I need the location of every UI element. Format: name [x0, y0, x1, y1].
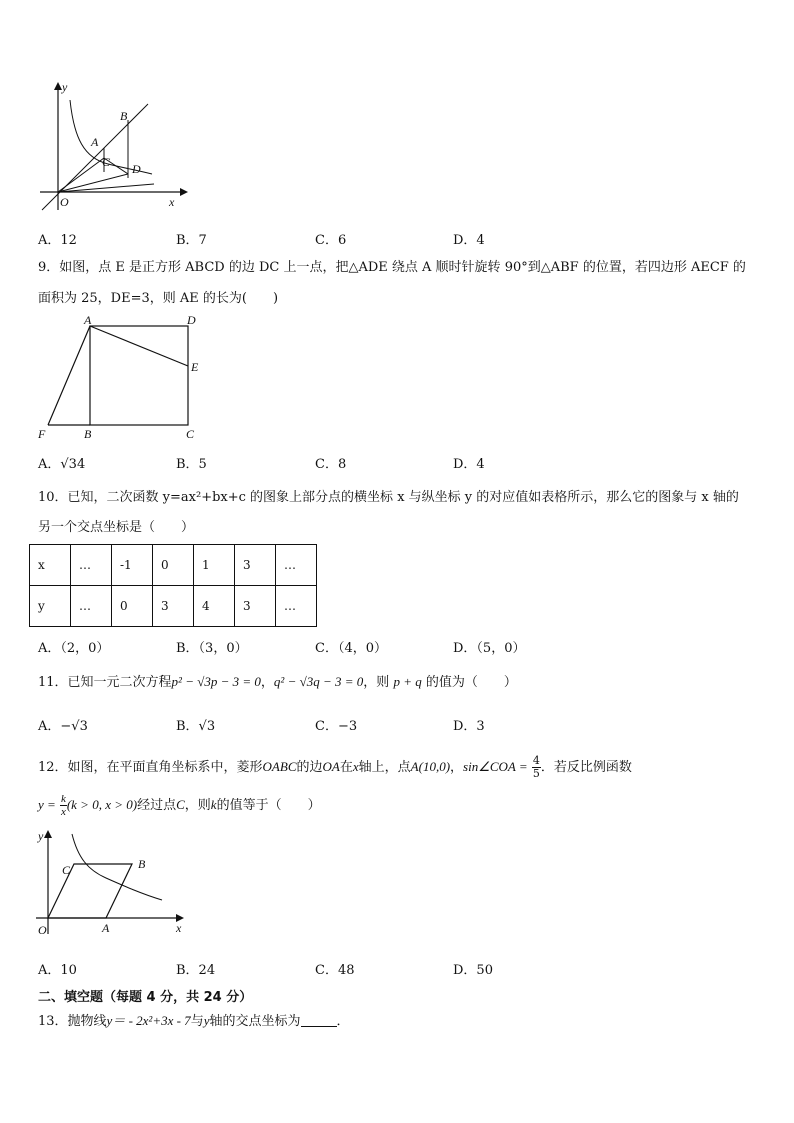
q8-option-d[interactable]: D．4 — [453, 233, 485, 248]
q12-point-a: A(10,0) — [410, 759, 451, 774]
q11-suffix: 的值为（ ） — [425, 675, 517, 690]
label-a: A — [91, 135, 99, 149]
q12-part: 12．如图，在平面直角坐标系中，菱形 — [38, 760, 263, 775]
q9-option-c[interactable]: C．8 — [315, 457, 347, 472]
q9-option-b[interactable]: B．5 — [176, 457, 207, 472]
square-abcd — [90, 326, 188, 425]
label-c: C — [102, 155, 111, 169]
q10-option-d[interactable]: D．（5，0） — [453, 641, 526, 656]
q10-option-a[interactable]: A．（2，0） — [38, 641, 110, 656]
table-cell: 0 — [153, 545, 194, 586]
q9-text-line1: 9．如图，点 E 是正方形 ABCD 的边 DC 上一点，把△ADE 绕点 A 顺时针旋转 90°到△ABF 的位置，若四边形 AECF 的 — [38, 260, 746, 275]
label-a: A — [102, 921, 110, 935]
q12-func-condition: (k > 0, x > 0) — [66, 797, 138, 812]
table-row — [30, 586, 317, 627]
q12-part: 的值等于（ ） — [216, 798, 321, 813]
hyperbola-curve — [72, 834, 162, 900]
label-d: D — [187, 313, 196, 327]
q12-option-b[interactable]: B．24 — [176, 963, 216, 978]
q11-option-c[interactable]: C．−3 — [315, 719, 358, 734]
label-y: y — [62, 80, 68, 94]
q12-text-line1 — [38, 755, 758, 780]
q13-answer-blank[interactable] — [301, 1013, 337, 1027]
q11-text — [38, 673, 758, 692]
q10-text-line1: 10．已知，二次函数 y=ax²+bx+c 的图象上部分点的横坐标 x 与纵坐标 y 的对应值如表格所示，那么它的图象与 x 轴的 — [38, 490, 739, 505]
table-cell: x — [30, 545, 71, 586]
x-axis-arrow-icon — [180, 188, 188, 196]
table-cell: 3 — [153, 586, 194, 627]
q12-part: 在 — [339, 760, 353, 775]
q11-option-d[interactable]: D．3 — [453, 719, 485, 734]
q13-mid: 与 — [190, 1014, 204, 1029]
table-cell: … — [276, 545, 317, 586]
q12-fraction — [532, 755, 541, 780]
label-b: B — [120, 109, 128, 123]
q12-func-y: y = — [38, 797, 56, 812]
fraction-numerator: k — [60, 793, 66, 805]
q12-figure — [34, 826, 194, 941]
q12-part: 轴上，点 — [358, 760, 411, 775]
q8-option-b[interactable]: B．7 — [176, 233, 207, 248]
fraction-denominator: 5 — [532, 767, 540, 780]
label-y: y — [38, 829, 44, 843]
q8-option-a[interactable]: A．12 — [38, 233, 77, 248]
q8-figure — [36, 78, 196, 213]
q11-equation-q: q² − √3q − 3 = 0 — [273, 674, 364, 689]
fraction-numerator: 4 — [532, 754, 540, 767]
table-cell: … — [71, 545, 112, 586]
q12-part: ， — [450, 760, 464, 775]
segment-af — [48, 326, 90, 425]
q10-option-b[interactable]: B．（3，0） — [176, 641, 248, 656]
label-f: F — [38, 427, 46, 441]
q12-option-a[interactable]: A．10 — [38, 963, 77, 978]
label-b: B — [84, 427, 92, 441]
table-cell: 3 — [235, 545, 276, 586]
q12-part: ．若反比例函数 — [540, 760, 632, 775]
q11-equation-p: p² − √3p − 3 = 0 — [171, 674, 261, 689]
q12-part: ，则 — [184, 798, 211, 813]
label-b: B — [138, 857, 146, 871]
fraction-denominator: x — [60, 806, 66, 818]
q12-k-var: k — [210, 797, 217, 812]
q11-mid: ，则 — [363, 675, 390, 690]
q9-figure — [34, 312, 209, 442]
table-cell: … — [71, 586, 112, 627]
y-axis-arrow-icon — [54, 82, 62, 90]
label-x: x — [169, 195, 175, 209]
table-cell: 3 — [235, 586, 276, 627]
label-x: x — [176, 921, 182, 935]
label-a: A — [84, 313, 92, 327]
segment-ae — [90, 326, 188, 366]
label-d: D — [132, 162, 141, 176]
q13-suffix: 轴的交点坐标为 — [209, 1014, 301, 1029]
q12-sin: sin∠COA = — [463, 759, 528, 774]
q12-point-c: C — [176, 797, 185, 812]
section-heading: 二、填空题（每题 4 分，共 24 分） — [38, 990, 253, 1005]
q12-option-c[interactable]: C．48 — [315, 963, 355, 978]
table-row — [30, 545, 317, 586]
q10-text-line2: 另一个交点坐标是（ ） — [38, 520, 195, 535]
q9-text-line2: 面积为 25，DE=3，则 AE 的长为( ) — [38, 291, 279, 306]
table-cell: 1 — [194, 545, 235, 586]
q13-text — [38, 1012, 758, 1031]
q9-option-a[interactable]: A．√34 — [38, 457, 86, 472]
q12-side-name: OA — [322, 759, 340, 774]
label-c: C — [186, 427, 195, 441]
q12-func-fraction — [60, 793, 67, 818]
label-e: E — [191, 360, 199, 374]
q13-prefix: 13．抛物线 — [38, 1014, 107, 1029]
q11-option-a[interactable]: A．−√3 — [38, 719, 88, 734]
q12-option-d[interactable]: D．50 — [453, 963, 493, 978]
q13-y-var: y — [203, 1013, 210, 1028]
table-cell: y — [30, 586, 71, 627]
line-oc — [58, 158, 104, 192]
q13-equation: y＝ - 2x²+3x - 7 — [106, 1013, 191, 1028]
y-axis-arrow-icon — [44, 830, 52, 838]
q12-part: 经过点 — [137, 798, 177, 813]
q10-option-c[interactable]: C．（4，0） — [315, 641, 387, 656]
table-cell: 4 — [194, 586, 235, 627]
q10-value-table — [29, 544, 317, 627]
q13-end: ． — [336, 1014, 350, 1029]
table-cell: 0 — [112, 586, 153, 627]
q11-expression: p + q — [393, 674, 422, 689]
q11-sep: ， — [260, 675, 274, 690]
table-cell: -1 — [112, 545, 153, 586]
q11-prefix: 11．已知一元二次方程 — [38, 675, 172, 690]
label-o: O — [38, 923, 47, 937]
label-o: O — [60, 195, 69, 209]
rhombus-oabc — [48, 864, 132, 918]
q12-rhombus-name: OABC — [262, 759, 297, 774]
q12-text-line2 — [38, 793, 758, 818]
label-c: C — [62, 863, 71, 877]
q9-option-d[interactable]: D．4 — [453, 457, 485, 472]
q12-part: 的边 — [296, 760, 323, 775]
q12-x-var: x — [352, 759, 359, 774]
q11-option-b[interactable]: B．√3 — [176, 719, 216, 734]
table-cell: … — [276, 586, 317, 627]
q8-option-c[interactable]: C．6 — [315, 233, 347, 248]
